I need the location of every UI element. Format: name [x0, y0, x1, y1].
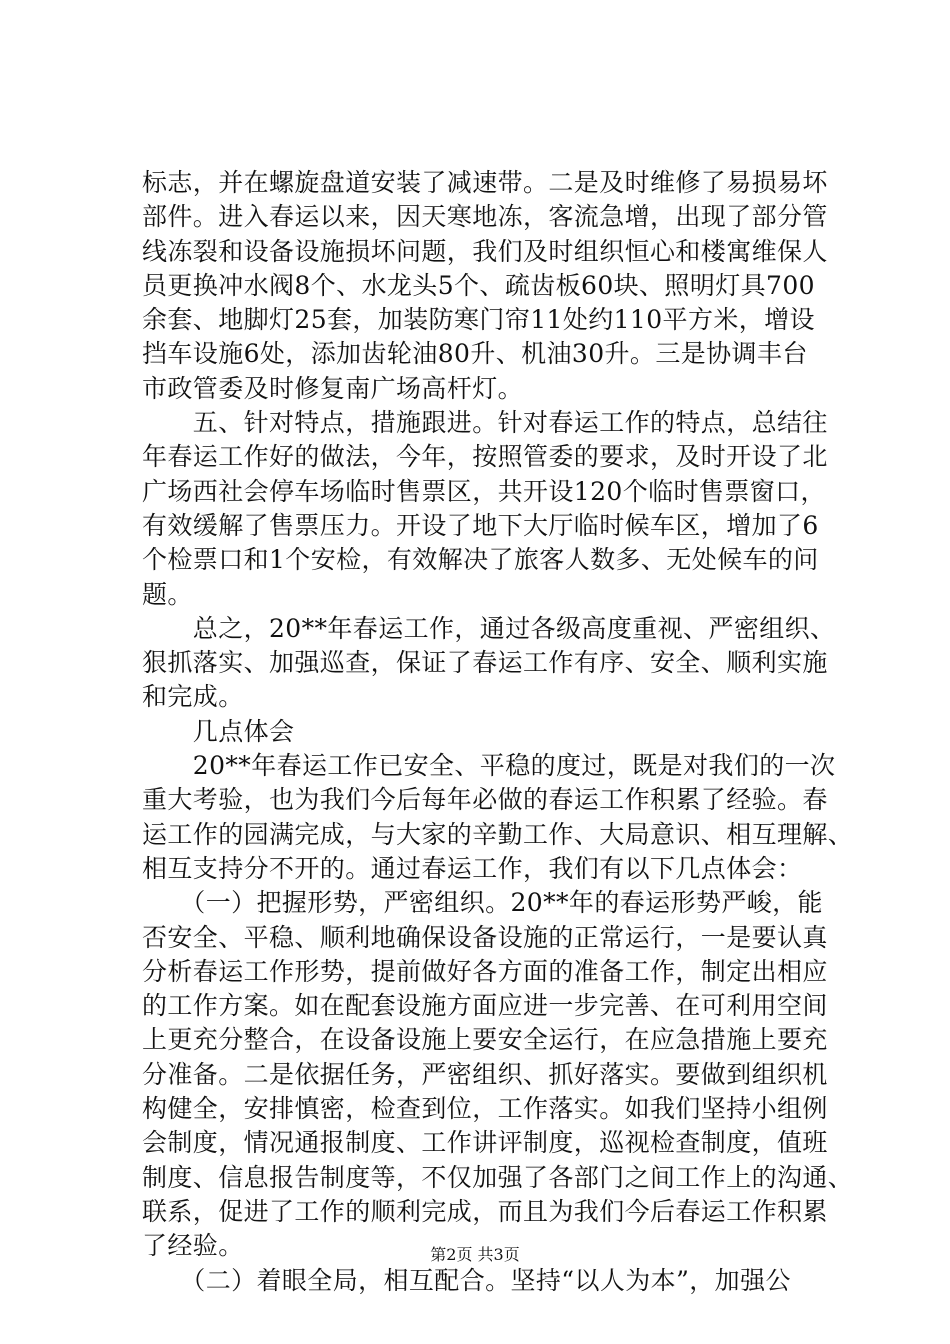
text-line: 和完成。	[142, 682, 244, 712]
text-line: 标志，并在螺旋盘道安装了减速带。二是及时维修了易损易坏	[142, 168, 828, 197]
text-line: 余套、地脚灯25套，加装防寒门帘11处约110平方米，增设	[142, 305, 815, 335]
text-line: 总之，20**年春运工作，通过各级高度重视、严密组织、	[142, 613, 836, 643]
text-line: 分准备。二是依据任务，严密组织、抓好落实。要做到组织机	[142, 1059, 828, 1089]
text-line: 分析春运工作形势，提前做好各方面的准备工作，制定出相应	[142, 956, 828, 986]
text-line: 的工作方案。如在配套设施方面应进一步完善、在可利用空间	[142, 991, 828, 1021]
text-line: 制度、信息报告制度等，不仅加强了各部门之间工作上的沟通、	[142, 1162, 854, 1192]
text-line: 有效缓解了售票压力。开设了地下大厅临时候车区，增加了6	[142, 510, 819, 540]
text-line: （一）把握形势，严密组织。20**年的春运形势严峻，能	[142, 888, 823, 918]
text-line: 广场西社会停车场临时售票区，共开设120个临时售票窗口，	[142, 476, 826, 506]
text-line: 市政管委及时修复南广场高杆灯。	[142, 373, 524, 403]
text-line: 20**年春运工作已安全、平稳的度过，既是对我们的一次	[142, 751, 836, 781]
text-line: 五、针对特点，措施跟进。针对春运工作的特点，总结往	[142, 408, 828, 438]
text-line: 上更充分整合，在设备设施上要安全运行，在应急措施上要充	[142, 1025, 828, 1055]
text-line: 部件。进入春运以来，因天寒地冻，客流急增，出现了部分管	[142, 202, 828, 232]
text-line: 会制度，情况通报制度、工作讲评制度，巡视检查制度，值班	[142, 1128, 828, 1158]
text-line: 线冻裂和设备设施损坏问题，我们及时组织恒心和楼寓维保人	[142, 236, 828, 266]
document-body	[142, 166, 854, 1298]
text-line: 挡车设施6处，添加齿轮油80升、机油30升。三是协调丰台	[142, 339, 808, 369]
text-line: 员更换冲水阀8个、水龙头5个、疏齿板60块、照明灯具700	[142, 270, 815, 300]
text-line: 重大考验，也为我们今后每年必做的春运工作积累了经验。春	[142, 785, 828, 815]
text-line: 了经验。	[142, 1231, 244, 1261]
page-footer: 第2页 共3页	[430, 1245, 520, 1264]
text-line: 相互支持分不开的。通过春运工作，我们有以下几点体会：	[142, 853, 803, 883]
text-line: 年春运工作好的做法，今年，按照管委的要求，及时开设了北	[142, 442, 828, 472]
text-line: 否安全、平稳、顺利地确保设备设施的正常运行，一是要认真	[142, 922, 828, 952]
text-line: 个检票口和1个安检，有效解决了旅客人数多、无处候车的问	[142, 545, 819, 575]
text-line: 狠抓落实、加强巡查，保证了春运工作有序、安全、顺利实施	[142, 648, 828, 678]
text-line: 运工作的园满完成，与大家的辛勤工作、大局意识、相互理解、	[142, 819, 854, 849]
text-line: 联系，促进了工作的顺利完成，而且为我们今后春运工作积累	[142, 1196, 828, 1226]
text-line: （二）着眼全局，相互配合。坚持“以人为本”，加强公	[142, 1265, 791, 1295]
text-line: 构健全，安排慎密，检查到位，工作落实。如我们坚持小组例	[142, 1094, 828, 1124]
text-line: 题。	[142, 579, 193, 609]
text-line: 几点体会	[142, 716, 295, 746]
